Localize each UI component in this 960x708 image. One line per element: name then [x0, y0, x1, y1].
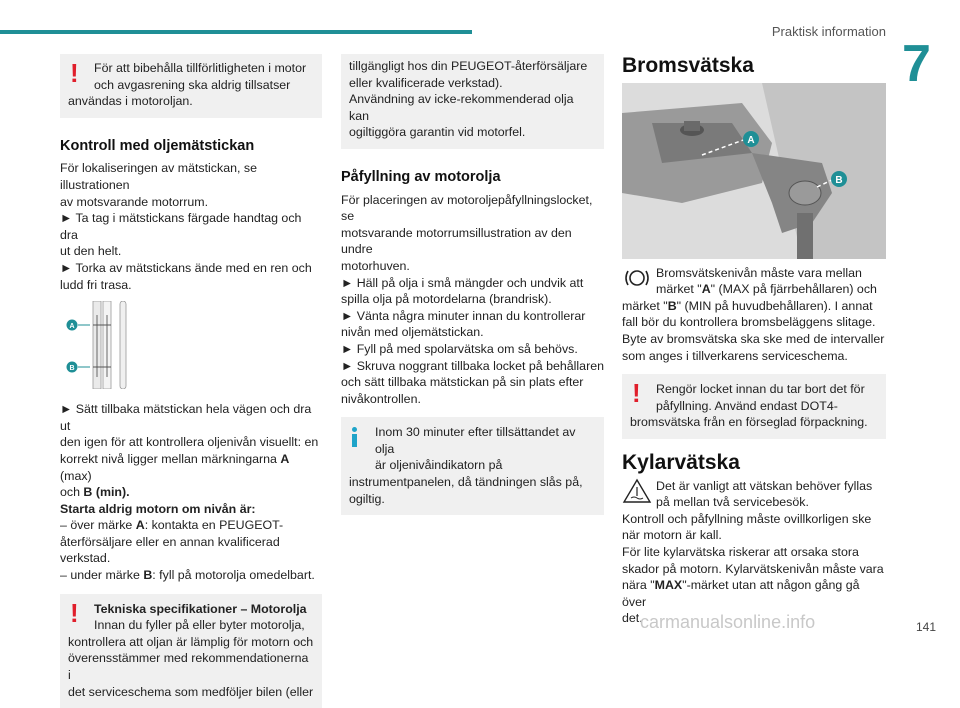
header-accent-bar	[0, 30, 472, 34]
warning-icon: !	[632, 378, 641, 409]
brake-warning-icon	[622, 265, 652, 291]
warning-icon: !	[70, 597, 79, 628]
watermark: carmanualsonline.info	[640, 612, 816, 632]
page-number: 141	[915, 620, 936, 634]
label-b: B	[835, 174, 843, 186]
warning-box-continued: tillgängligt hos din PEUGEOT-återförsäljare eller kvalificerade verkstad). Användning av icke-rekommenderad olja kan ogiltiggöra garantin vid motorfel.	[341, 54, 604, 149]
info-box-oil-indicator: Inom 30 minuter efter tillsättandet av olja är oljenivåindikatorn på instrumentpanelen, då tändningen slås på, ogiltig.	[341, 417, 604, 515]
section-heading-brake-fluid: Bromsvätska	[622, 54, 754, 77]
column-2: tillgängligt hos din PEUGEOT-återförsäljare eller kvalificerade verkstad). Användning av icke-rekommenderad olja kan ogiltiggöra garantin vid motorfel. Påfyllning av motorolja För placeringen av motoroljepåfyllningslocket, se motsvarande motorrumsillustration av den undre motorhuven. ► Häll på olja i små mängder och undvik att spilla olja på motordelarna (brandrisk). ► Vänta några minuter innan du kontrollerar nivån med oljemätstickan. ► Fyll på med spolarvätska om så behövs. ► Skruva noggrant tillbaka locket på behållaren och sätt tillbaka mätstickan på sin plats efter nivåkontrollen. Inom 30 minuter efter tillsättandet av olja är oljenivåindikatorn på instrumentpanelen, då tändningen slås på, ogiltig.	[341, 54, 604, 515]
chapter-title: Praktisk information	[771, 24, 886, 39]
dipstick-image	[60, 301, 322, 389]
section-heading-oil-topup: Påfyllning av motorolja	[341, 168, 501, 185]
coolant-warning-icon	[622, 478, 652, 504]
warning-icon: !	[70, 58, 79, 88]
dipstick-illustration	[60, 301, 322, 389]
warning-box-additives: ! För att bibehålla tillförlitligheten i motor och avgasrening ska aldrig tillsatser användas i motoroljan.	[60, 54, 322, 118]
brake-reservoir-image	[622, 83, 886, 259]
column-1: ! För att bibehålla tillförlitligheten i motor och avgasrening ska aldrig tillsatser användas i motoroljan. Kontroll med oljemätstickan För lokaliseringen av mätstickan, se illustrationen av motsvarande motorrum. ► Ta tag i mätstickans färgade handtag och dra ut den helt. ► Torka av mätstickans ände med en ren och ludd fri trasa. A B ► Sätt tillbaka mätstickan hela vägen och dra ut den igen för att kontrollera oljenivån visuellt: en korrekt nivå ligger mellan märkningarna A (max) och B (min). Starta aldrig motorn om nivån är: – över märke A: kontakta en PEUGEOT- återförsäljare eller en annan kvalificerad verkstad. – under märke B: fyll på motorolja omedelbart. ! Tekniska specifikationer – Motorolja Innan du fyller på eller byter motorolja, kontrollera att oljan är lämplig för motorn och överensstämmer med rekommendationerna i det serviceschema som medföljer bilen (eller	[60, 54, 322, 708]
info-icon	[352, 427, 357, 447]
column-3: Bromsvätska A B Bromsvätskenivån måste vara mellan märket "A" (MAX på fjärrbehållaren) och märket "B" (MIN på huvudbehållaren). I annat fall bör du kontrollera bromsbeläggens slitage. Byte av bromsvätska ska ske med de intervaller som anges i tillverkarens serviceschema. ! Rengör locket innan du tar bort det för påfyllning. Använd endast DOT4- bromsvätska från en förseglad förpackning. Kylarvätska Det är vanligt att vätskan behöver fyllas på mellan två servicebesök. Kontroll och påfyllning måste ovillkorligen ske när motorn är kall. För lite kylarvätska riskerar att orsaka stora skador på motorn. Kylarvätskenivån måste vara nära "MAX"-märket utan att någon gång gå över det.	[622, 54, 885, 626]
section-heading-coolant: Kylarvätska	[622, 450, 740, 474]
chapter-number: 7	[902, 35, 931, 93]
section-heading-dipstick: Kontroll med oljemätstickan	[60, 137, 255, 154]
warning-box-brake: ! Rengör locket innan du tar bort det för påfyllning. Använd endast DOT4- bromsvätska från en förseglad förpackning.	[622, 374, 886, 439]
label-a: A	[747, 134, 755, 146]
label-b: B	[69, 365, 75, 373]
warning-box-specifications: ! Tekniska specifikationer – Motorolja Innan du fyller på eller byter motorolja, kontrollera att oljan är lämplig för motorn och överensstämmer med rekommendationerna i det serviceschema som medföljer bilen (eller	[60, 594, 322, 708]
brake-reservoir-illustration	[622, 83, 886, 259]
label-a: A	[69, 323, 75, 331]
